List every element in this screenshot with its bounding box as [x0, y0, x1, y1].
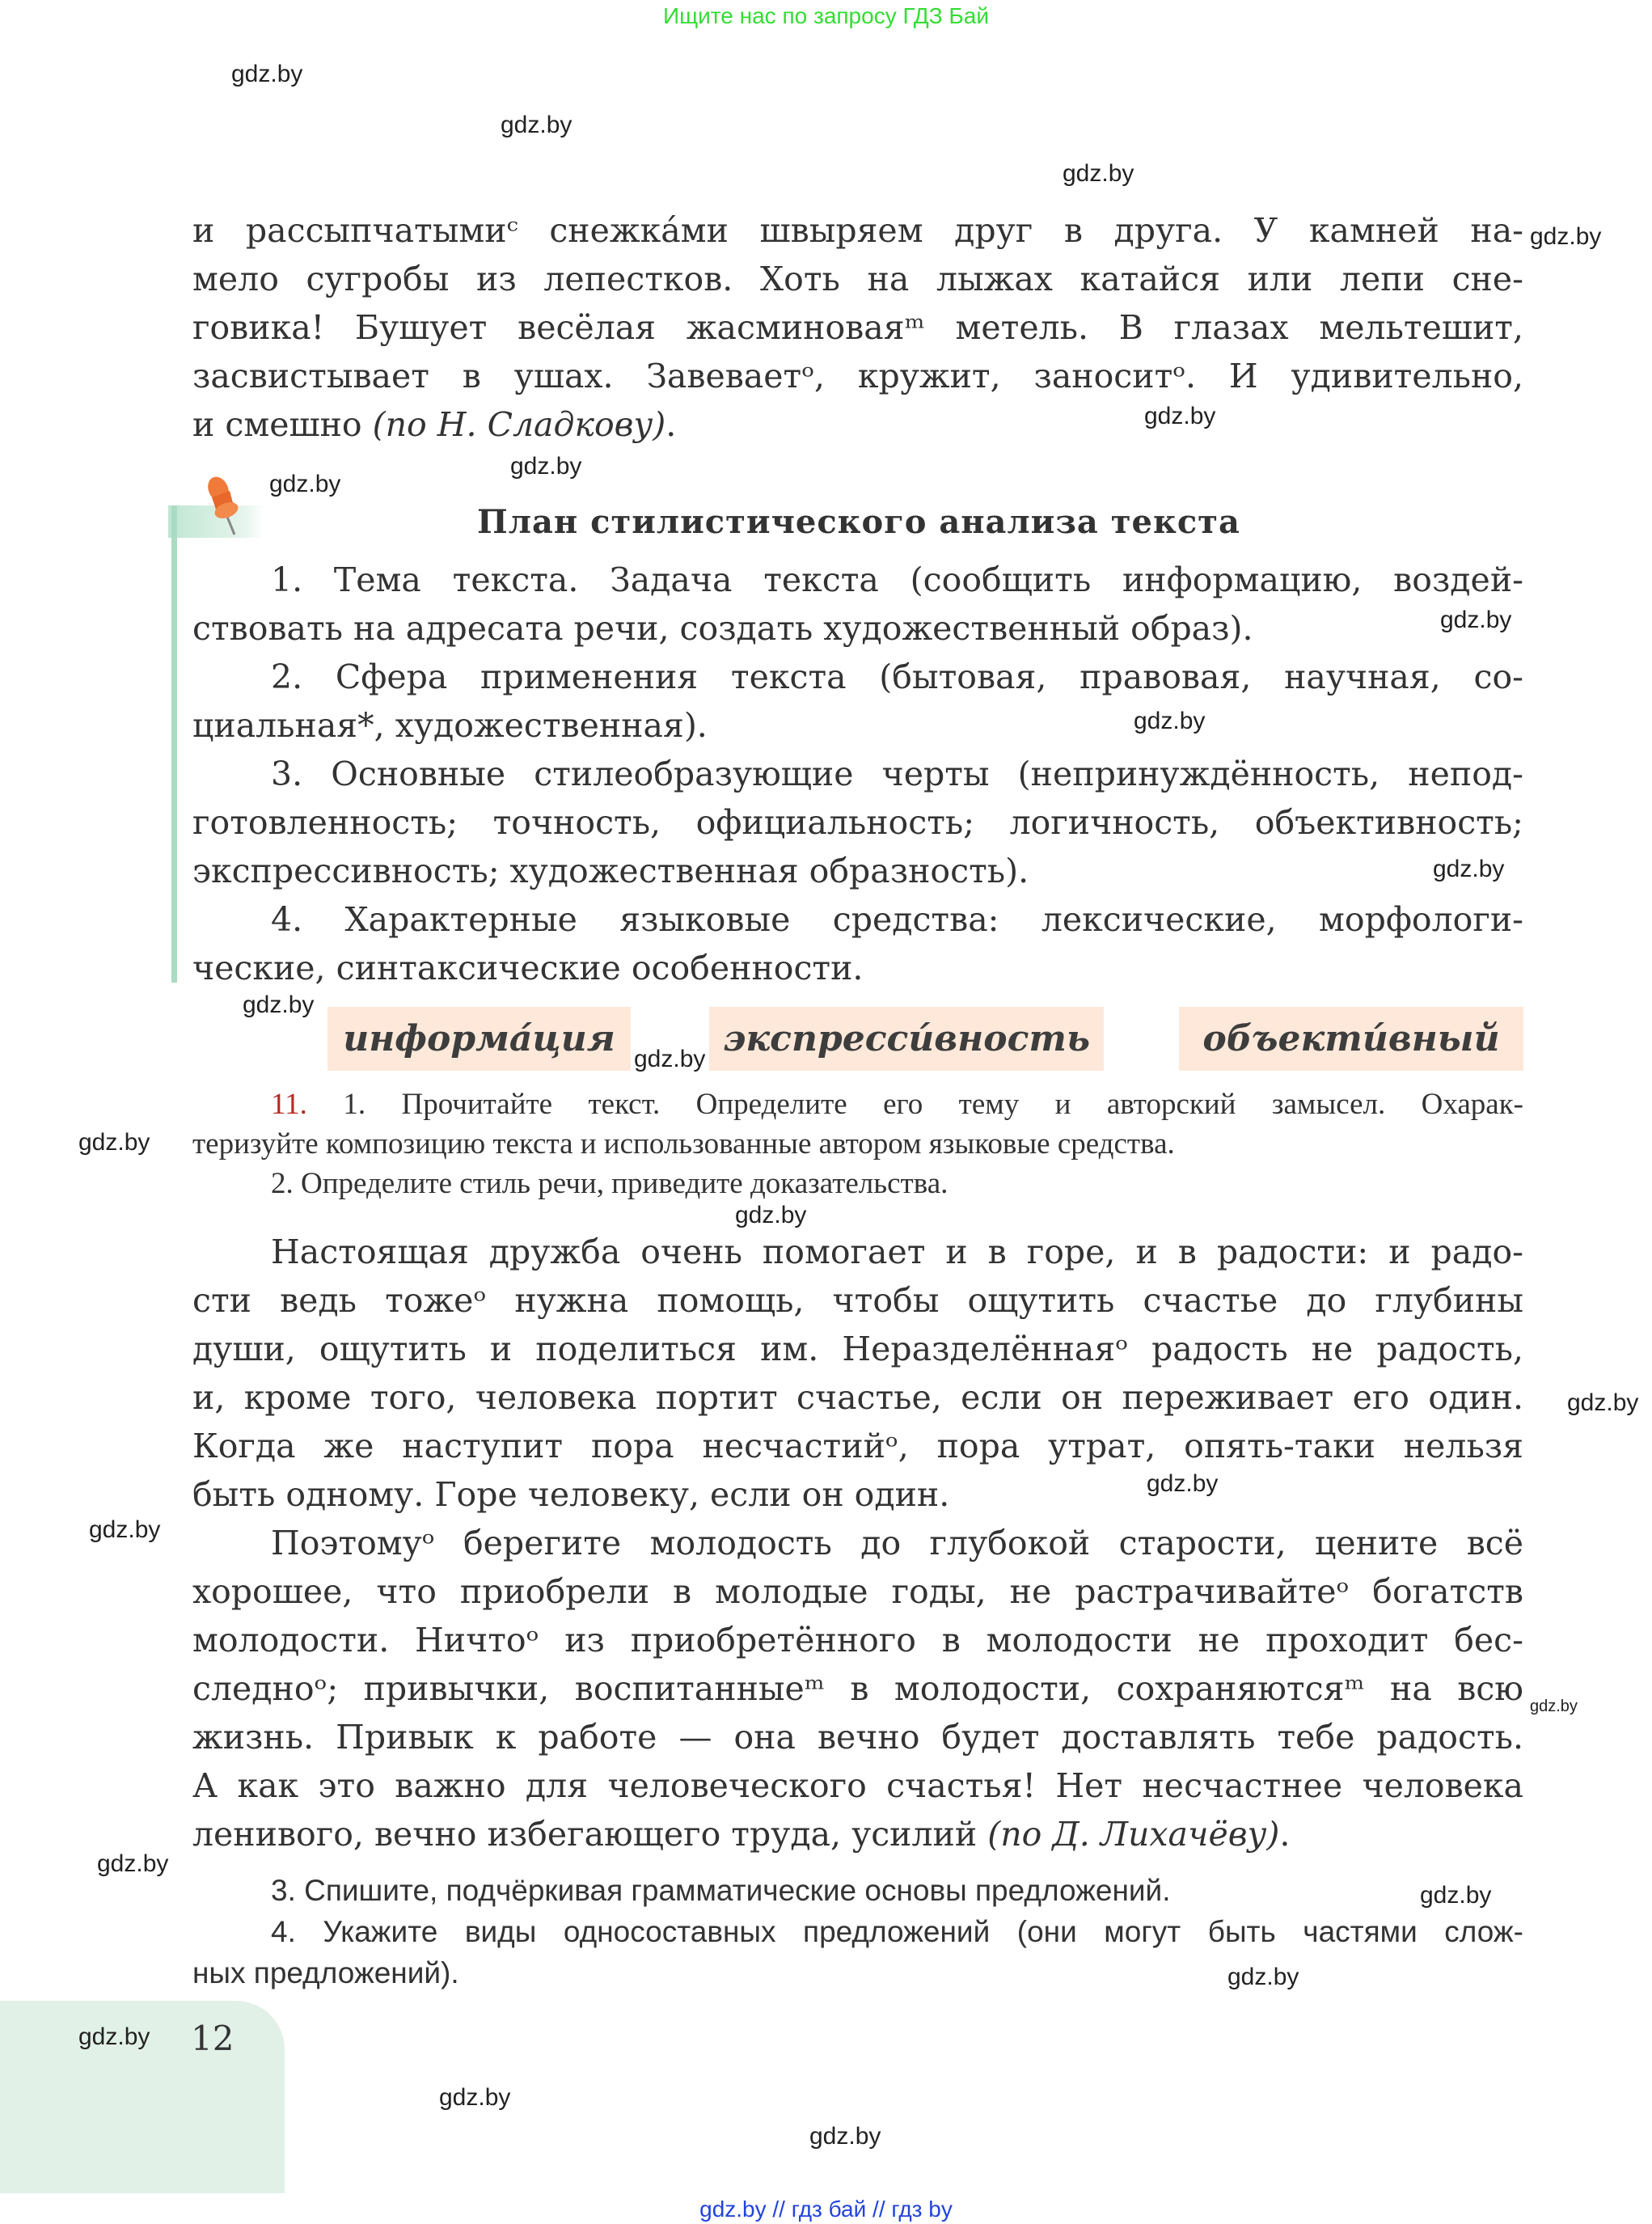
text-line: циальная*, художественная).	[192, 706, 708, 745]
text-line	[192, 1422, 1523, 1470]
watermark: gdz.by	[1147, 1470, 1219, 1497]
watermark: gdz.by	[1440, 607, 1512, 633]
top-banner[interactable]: Ищите нас по запросу ГДЗ Бай	[662, 3, 990, 28]
text-line	[192, 1373, 1523, 1422]
text-line	[192, 1325, 1523, 1373]
plan-list	[192, 556, 1523, 992]
line-text: следноᵒ; привычки, воспитанныеᵐ в молодости, сохраняютсяᵐ на всю	[192, 1669, 1523, 1708]
watermark: gdz.by	[501, 112, 572, 138]
line-text: молодости. Ничтоᵒ из приобретённого в молодости не проходит бес-	[192, 1621, 1523, 1660]
line-punct: .	[665, 405, 677, 444]
watermark: gdz.by	[1420, 1882, 1492, 1909]
line-text: быть одному. Горе человеку, если он один.	[192, 1475, 950, 1514]
text-line: 1. Тема текста. Задача текста (сообщить информацию, воздей-	[271, 560, 1523, 599]
watermark: gdz.by	[735, 1202, 807, 1228]
line-text: Настоящая дружба очень помогает и в горе, и в радости: и радо-	[271, 1233, 1523, 1271]
source-attribution: (по Д. Лихачёву)	[987, 1815, 1280, 1854]
text-line: 2. Сфера применения текста (бытовая, правовая, научная, со-	[271, 657, 1523, 696]
source-attribution: (по Н. Сладкову)	[372, 405, 666, 444]
text-line	[192, 255, 1523, 303]
word-box-information: информа́ция	[327, 1007, 631, 1071]
bottom-links[interactable]: gdz.by // гдз бай // гдз by	[699, 2197, 953, 2222]
intro-paragraph	[192, 206, 1523, 449]
watermark: gdz.by	[1227, 1964, 1299, 1990]
text-line	[192, 1616, 1523, 1664]
task-11-line: теризуйте композицию текста и использованные автором языковые средства.	[192, 1127, 1175, 1161]
plan-side-bar	[171, 505, 177, 983]
watermark: gdz.by	[97, 1850, 169, 1877]
text-line: 4. Укажите виды односоставных предложений (они могут быть частями слож-	[271, 1915, 1523, 1948]
task-11	[192, 1085, 1523, 1203]
text-line	[192, 303, 1523, 352]
page-number: 12	[191, 2019, 234, 2058]
line-text: говика! Бушует весёлая жасминоваяᵐ метель. В глазах мельтешит,	[192, 308, 1523, 347]
watermark: gdz.by	[1530, 223, 1602, 250]
word-box-objective: объекти́вный	[1179, 1007, 1523, 1071]
line-text: сти ведь тожеᵒ нужна помощь, чтобы ощутить счастье до глубины	[192, 1281, 1523, 1320]
text-line: экспрессивность; художественная образность).	[192, 852, 1029, 890]
text-line	[192, 400, 676, 449]
watermark: gdz.by	[1567, 1389, 1639, 1416]
watermark: gdz.by	[1433, 856, 1505, 882]
watermark: gdz.by	[634, 1046, 706, 1072]
watermark: gdz.by	[78, 1129, 150, 1156]
task-11-line: 2. Определите стиль речи, приведите доказательства.	[271, 1167, 949, 1200]
plan-title: План стилистического анализа текста	[477, 503, 1240, 541]
text-line: 3. Спишите, подчёркивая грамматические основы предложений.	[271, 1874, 1171, 1907]
watermark: gdz.by	[439, 2084, 511, 2111]
watermark: gdz.by	[78, 2023, 150, 2050]
pushpin-icon	[194, 473, 259, 538]
watermark: gdz.by	[231, 61, 303, 87]
text-line	[192, 206, 1523, 255]
line-text: мело сугробы из лепестков. Хоть на лыжах катайся или лепи сне-	[192, 260, 1523, 298]
text-line	[192, 1761, 1523, 1810]
task-number: 11.	[271, 1088, 307, 1121]
line-text: жизнь. Привык к работе — она вечно будет доставлять тебе радость.	[192, 1718, 1523, 1757]
text-line: ствовать на адресата речи, создать художественный образ).	[192, 609, 1253, 648]
line-text: хорошее, что приобрели в молодые годы, не растрачивайтеᵒ богатств	[192, 1572, 1523, 1611]
line-text: и рассыпчатымиᶜ снежка́ми швыряем друг в друга. У камней на-	[192, 211, 1523, 250]
text-line	[192, 1664, 1523, 1713]
watermark: gdz.by	[1134, 708, 1206, 734]
text-line	[192, 1276, 1523, 1325]
text-line	[192, 1810, 1290, 1858]
text-line	[192, 1519, 1523, 1567]
watermark: gdz.by	[809, 2123, 881, 2150]
watermark: gdz.by	[1144, 403, 1216, 429]
tasks-end	[192, 1870, 1523, 1994]
word-box-expressiveness: экспресси́вность	[709, 1007, 1104, 1071]
watermark: gdz.by	[1530, 1698, 1578, 1715]
task-11-line	[192, 1085, 1523, 1124]
text-line: ных предложений).	[192, 1956, 459, 1989]
watermark: gdz.by	[269, 471, 341, 497]
line-text: засвистывает в ушах. Завеваетᵒ, кружит, заноситᵒ. И удивительно,	[192, 357, 1523, 395]
watermark: gdz.by	[243, 991, 315, 1018]
task-text: 1. Прочитайте текст. Определите его тему и авторский замысел. Охарак-	[343, 1088, 1523, 1121]
text-line	[192, 1713, 1523, 1761]
line-text: А как это важно для человеческого счастья! Нет несчастнее человека	[192, 1766, 1523, 1805]
watermark: gdz.by	[510, 453, 582, 480]
watermark: gdz.by	[1063, 160, 1134, 187]
line-text: Когда же наступит пора несчастийᵒ, пора утрат, опять-таки нельзя	[192, 1427, 1523, 1465]
line-punct: .	[1279, 1815, 1291, 1854]
main-text	[192, 1228, 1523, 1858]
text-line: 3. Основные стилеобразующие черты (непринуждённость, непод-	[271, 755, 1523, 793]
line-text: и, кроме того, человека портит счастье, если он переживает его один.	[192, 1378, 1523, 1417]
text-line: готовленность; точность, официальность; логичность, объективность;	[192, 803, 1523, 842]
text-line	[192, 1470, 949, 1519]
text-line	[192, 352, 1523, 400]
line-text: души, ощутить и поделиться им. Неразделённаяᵒ радость не радость,	[192, 1330, 1523, 1368]
line-text: Поэтомуᵒ берегите молодость до глубокой старости, цените всё	[271, 1524, 1523, 1562]
text-line: ческие, синтаксические особенности.	[192, 949, 864, 987]
line-text: ленивого, вечно избегающего труда, усилий	[192, 1815, 988, 1854]
line-text: и смешно	[192, 405, 373, 444]
text-line	[192, 1567, 1523, 1616]
text-line	[192, 1228, 1523, 1276]
watermark: gdz.by	[89, 1516, 161, 1543]
text-line: 4. Характерные языковые средства: лексические, морфологи-	[271, 900, 1523, 939]
